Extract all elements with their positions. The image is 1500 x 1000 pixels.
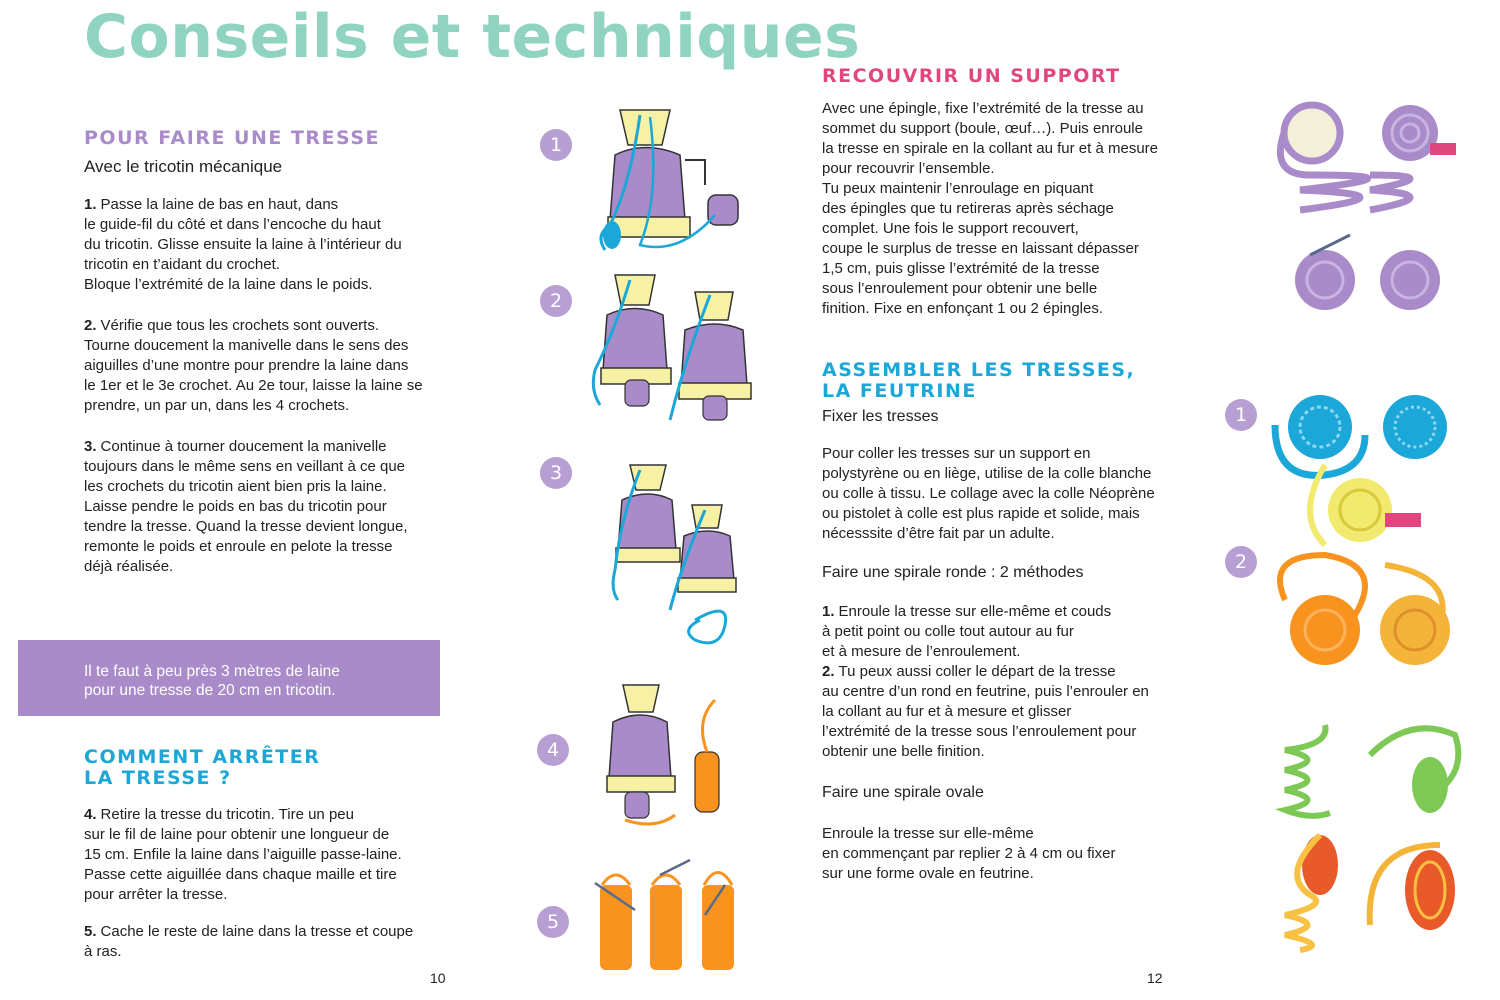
text-line	[822, 662, 1172, 682]
braid-removal-illustration	[595, 680, 745, 835]
text-line	[84, 865, 464, 885]
step-badge: 2	[1225, 546, 1257, 578]
page-number-left: 10	[430, 970, 446, 986]
text-line	[84, 825, 464, 845]
text-line	[84, 396, 464, 416]
step-text: 15 cm. Enfile la laine dans l’aiguille passe-laine.	[84, 846, 402, 863]
step-badge: 1	[540, 129, 572, 161]
page-title: Conseils et techniques	[84, 2, 861, 72]
step-text: Retire la tresse du tricotin. Tire un peu	[100, 806, 354, 823]
info-box	[18, 640, 440, 716]
text-line	[84, 477, 464, 497]
knitting-mill-pair-illustration	[585, 270, 775, 430]
text-line	[84, 275, 464, 295]
step-text: Enroule la tresse sur elle-même et couds	[838, 603, 1112, 620]
braid-finish-illustration	[590, 855, 750, 975]
text-line	[84, 356, 464, 376]
step-text: toujours dans le même sens en veillant à ce que	[84, 458, 406, 475]
step-text: la collant au fur et à mesure et glisser	[822, 703, 1072, 720]
text-line	[84, 517, 464, 537]
step-list	[84, 805, 464, 962]
covering-support-illustration	[1270, 95, 1460, 325]
section-heading: RECOUVRIR UN SUPPORT	[822, 65, 1121, 87]
section-recouvrir	[822, 66, 1172, 319]
text-line	[84, 195, 464, 215]
step-text: tricotin en t’aidant du crochet.	[84, 256, 280, 273]
text-line	[84, 942, 464, 962]
text-line	[822, 642, 1172, 662]
step-text: les crochets du tricotin aient bien pris la laine.	[84, 478, 387, 495]
step-text: à ras.	[84, 943, 122, 960]
text-line	[84, 215, 464, 235]
step-text: à petit point ou colle tout autour au fur	[822, 623, 1074, 640]
step-text: pour arrêter la tresse.	[84, 886, 228, 903]
text-line: sous l’enroulement pour obtenir une belle	[822, 280, 1098, 297]
text-line	[84, 557, 464, 577]
text-line	[84, 922, 464, 942]
step-number: 1.	[822, 603, 835, 620]
knitting-mill-pair-illustration	[600, 460, 750, 655]
text-line: Enroule la tresse sur elle-même	[822, 825, 1034, 842]
section-subheading: Avec le tricotin mécanique	[84, 157, 283, 176]
text-line	[822, 742, 1172, 762]
step-text: Passe la laine de bas en haut, dans	[100, 196, 339, 213]
text-line	[822, 682, 1172, 702]
section-assembler	[822, 360, 1172, 884]
step-number: 5.	[84, 923, 97, 940]
step-text: l’extrémité de la tresse sous l’enroulement pour	[822, 723, 1137, 740]
text-line	[822, 602, 1172, 622]
step-text: Laisse pendre le poids en bas du tricotin pour	[84, 498, 387, 515]
heading-line: ASSEMBLER LES TRESSES,	[822, 359, 1136, 381]
step-text: le 1er et le 3e crochet. Au 2e tour, laisse la laine se	[84, 377, 423, 394]
text-line	[84, 537, 464, 557]
step-number: 3.	[84, 438, 97, 455]
section-heading: POUR FAIRE UNE TRESSE	[84, 127, 381, 149]
text-line	[84, 885, 464, 905]
step-text: déjà réalisée.	[84, 558, 174, 575]
text-line: ou colle à tissu. Le collage avec la colle Néoprène	[822, 485, 1155, 502]
step-text: Bloque l’extrémité de la laine dans le poids.	[84, 276, 373, 293]
text-line	[84, 457, 464, 477]
text-line: finition. Fixe en enfonçant 1 ou 2 épingles.	[822, 300, 1104, 317]
subsection-title: Fixer les tresses	[822, 408, 939, 425]
text-line	[84, 497, 464, 517]
step-list	[84, 195, 464, 577]
info-line: pour une tresse de 20 cm en tricotin.	[84, 682, 336, 699]
step-text: Tu peux aussi coller le départ de la tresse	[838, 663, 1116, 680]
info-line: Il te faut à peu près 3 mètres de laine	[84, 663, 340, 680]
knitting-mill-illustration	[590, 105, 760, 260]
text-line	[84, 316, 464, 336]
text-line: 1,5 cm, puis glisse l’extrémité de la tresse	[822, 260, 1100, 277]
step-paragraph	[84, 922, 464, 962]
step-list	[822, 602, 1172, 762]
step-text: prendre, un par un, dans les 4 crochets.	[84, 397, 350, 414]
step-text: Vérifie que tous les crochets sont ouverts.	[100, 317, 379, 334]
text-line	[84, 235, 464, 255]
subsection-title: Faire une spirale ronde : 2 méthodes	[822, 564, 1084, 581]
text-line: ou pistolet à colle est plus rapide et solide, mais	[822, 505, 1140, 522]
heading-line: COMMENT ARRÊTER	[84, 746, 321, 768]
step-badge: 5	[537, 906, 569, 938]
text-line	[84, 376, 464, 396]
text-line	[84, 255, 464, 275]
step-number: 2.	[822, 663, 835, 680]
text-line	[84, 437, 464, 457]
text-line	[84, 845, 464, 865]
paragraph	[822, 824, 1172, 884]
step-number: 1.	[84, 196, 97, 213]
step-text: Passe cette aiguillée dans chaque maille et tire	[84, 866, 397, 883]
spiral-oval-illustration	[1270, 715, 1470, 955]
step-badge: 4	[537, 734, 569, 766]
step-text: du tricotin. Glisse ensuite la laine à l’intérieur du	[84, 236, 402, 253]
text-line: en commençant par replier 2 à 4 cm ou fixer	[822, 845, 1116, 862]
step-text: Continue à tourner doucement la manivelle	[100, 438, 387, 455]
section-arreter	[84, 747, 464, 979]
text-line: nécesssite d’être fait par un adulte.	[822, 525, 1055, 542]
text-line	[822, 722, 1172, 742]
text-line	[822, 702, 1172, 722]
text-line: sur une forme ovale en feutrine.	[822, 865, 1034, 882]
spiral-round-illustration	[1265, 385, 1465, 665]
text-line: polystyrène ou en liège, utilise de la colle blanche	[822, 465, 1152, 482]
step-text: le guide-fil du côté et dans l’encoche du haut	[84, 216, 381, 233]
section-tresse	[84, 128, 464, 598]
step-badge: 2	[540, 285, 572, 317]
text-line	[84, 805, 464, 825]
step-text: aiguilles d’une montre pour prendre la laine dans	[84, 357, 409, 374]
step-paragraph	[822, 662, 1172, 762]
step-text: et à mesure de l’enroulement.	[822, 643, 1021, 660]
step-text: Cache le reste de laine dans la tresse et coupe	[100, 923, 414, 940]
heading-line: LA FEUTRINE	[822, 380, 977, 402]
step-text: remonte le poids et enroule en pelote la tresse	[84, 538, 393, 555]
text-line: la tresse en spirale en la collant au fur et à mesure	[822, 140, 1159, 157]
step-number: 4.	[84, 806, 97, 823]
text-line: coupe le surplus de tresse en laissant dépasser	[822, 240, 1139, 257]
text-line	[84, 336, 464, 356]
section-heading	[822, 360, 1172, 402]
text-line: Avec une épingle, fixe l’extrémité de la tresse au	[822, 100, 1144, 117]
step-text: obtenir une belle finition.	[822, 743, 985, 760]
section-heading	[84, 747, 464, 789]
text-line: Tu peux maintenir l’enroulage en piquant	[822, 180, 1094, 197]
page-number-right: 12	[1147, 970, 1163, 986]
text-line	[822, 622, 1172, 642]
subsection-title: Faire une spirale ovale	[822, 784, 984, 801]
paragraph	[822, 99, 1172, 319]
text-line: sommet du support (boule, œuf…). Puis enroule	[822, 120, 1143, 137]
step-text: Tourne doucement la manivelle dans le sens des	[84, 337, 409, 354]
text-line: des épingles que tu retireras après séchage	[822, 200, 1114, 217]
paragraph	[822, 444, 1172, 544]
step-paragraph	[84, 316, 464, 416]
step-text: sur le fil de laine pour obtenir une longueur de	[84, 826, 390, 843]
step-number: 2.	[84, 317, 97, 334]
step-text: au centre d’un rond en feutrine, puis l’enrouler en	[822, 683, 1149, 700]
text-line: pour recouvrir l’ensemble.	[822, 160, 995, 177]
step-paragraph	[84, 195, 464, 295]
step-paragraph	[84, 437, 464, 577]
step-badge: 3	[540, 457, 572, 489]
step-paragraph	[84, 805, 464, 905]
text-line: complet. Une fois le support recouvert,	[822, 220, 1079, 237]
heading-line: LA TRESSE ?	[84, 767, 232, 789]
text-line: Pour coller les tresses sur un support en	[822, 445, 1091, 462]
step-text: tendre la tresse. Quand la tresse devient longue,	[84, 518, 408, 535]
step-badge: 1	[1225, 399, 1257, 431]
step-paragraph	[822, 602, 1172, 662]
